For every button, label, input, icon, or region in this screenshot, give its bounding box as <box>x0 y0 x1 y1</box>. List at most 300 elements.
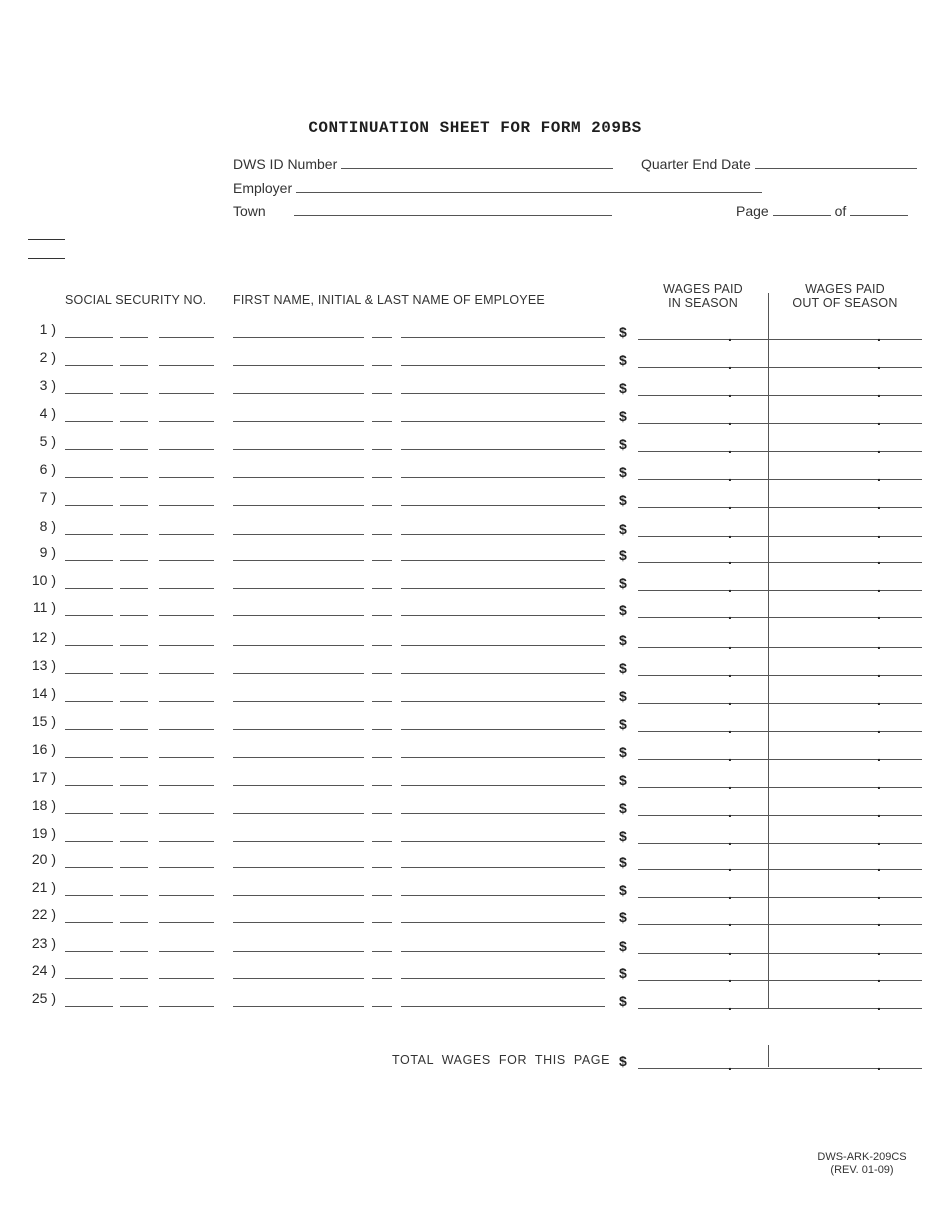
wages-out-season-input[interactable] <box>768 339 922 340</box>
first-name-input[interactable] <box>233 560 364 561</box>
ssn-group-input[interactable] <box>120 757 148 758</box>
ssn-group-input[interactable] <box>120 505 148 506</box>
table-row <box>0 377 950 405</box>
ssn-group-input[interactable] <box>120 1006 148 1007</box>
last-name-input[interactable] <box>401 867 605 868</box>
first-name-input[interactable] <box>233 978 364 979</box>
dws-id-input[interactable] <box>341 156 613 169</box>
row-number: 8 ) <box>39 518 56 534</box>
first-name-input[interactable] <box>233 505 364 506</box>
dollar-sign: $ <box>619 324 627 340</box>
ssn-group-input[interactable] <box>120 449 148 450</box>
middle-initial-input[interactable] <box>372 673 392 674</box>
total-column-divider <box>768 1045 769 1067</box>
middle-initial-input[interactable] <box>372 951 392 952</box>
page-label: Page <box>736 203 769 219</box>
wages-in-season-input[interactable] <box>638 787 768 788</box>
dws-id-field[interactable] <box>233 155 613 173</box>
ssn-group-input[interactable] <box>120 534 148 535</box>
ssn-serial-input[interactable] <box>159 895 214 896</box>
employer-label: Employer <box>233 180 293 196</box>
decimal-point: . <box>728 804 732 820</box>
decimal-point: . <box>728 384 732 400</box>
table-row <box>0 572 950 600</box>
middle-initial-input[interactable] <box>372 505 392 506</box>
row-number: 11 ) <box>32 599 56 615</box>
wages-out-season-input[interactable] <box>768 731 922 732</box>
ssn-area-input[interactable] <box>65 922 113 923</box>
wages-out-season-input[interactable] <box>768 980 922 981</box>
ssn-serial-input[interactable] <box>159 673 214 674</box>
middle-initial-input[interactable] <box>372 560 392 561</box>
ssn-serial-input[interactable] <box>159 365 214 366</box>
ssn-serial-input[interactable] <box>159 978 214 979</box>
page-number-input[interactable] <box>773 203 831 216</box>
dollar-sign: $ <box>619 909 627 925</box>
last-name-input[interactable] <box>401 337 605 338</box>
ssn-area-input[interactable] <box>65 757 113 758</box>
first-name-input[interactable] <box>233 645 364 646</box>
last-name-input[interactable] <box>401 895 605 896</box>
ssn-group-input[interactable] <box>120 951 148 952</box>
ssn-serial-input[interactable] <box>159 729 214 730</box>
table-row <box>0 321 950 349</box>
ssn-group-input[interactable] <box>120 867 148 868</box>
ssn-serial-input[interactable] <box>159 1006 214 1007</box>
first-name-input[interactable] <box>233 1006 364 1007</box>
row-number: 10 ) <box>31 572 56 588</box>
row-number: 7 ) <box>39 489 56 505</box>
decimal-point: . <box>877 720 881 736</box>
dollar-sign: $ <box>619 632 627 648</box>
dollar-sign: $ <box>619 602 627 618</box>
row-number: 16 ) <box>31 741 56 757</box>
last-name-input[interactable] <box>401 477 605 478</box>
ssn-area-input[interactable] <box>65 505 113 506</box>
decimal-point: . <box>877 692 881 708</box>
decimal-point: . <box>728 606 732 622</box>
row-number: 1 ) <box>39 321 56 337</box>
dws-id-label: DWS ID Number <box>233 156 338 172</box>
wages-out-season-input[interactable] <box>768 843 922 844</box>
ssn-area-input[interactable] <box>65 673 113 674</box>
wages-in-season-input[interactable] <box>638 759 768 760</box>
dollar-sign: $ <box>619 492 627 508</box>
first-name-input[interactable] <box>233 393 364 394</box>
decimal-point: . <box>877 804 881 820</box>
middle-initial-input[interactable] <box>372 757 392 758</box>
wages-in-season-input[interactable] <box>638 451 768 452</box>
ssn-serial-input[interactable] <box>159 922 214 923</box>
ssn-serial-input[interactable] <box>159 560 214 561</box>
middle-initial-input[interactable] <box>372 393 392 394</box>
wages-in-header-line1: WAGES PAID <box>663 282 743 296</box>
ssn-serial-input[interactable] <box>159 421 214 422</box>
wages-in-season-input[interactable] <box>638 897 768 898</box>
middle-initial-input[interactable] <box>372 449 392 450</box>
ssn-serial-input[interactable] <box>159 841 214 842</box>
last-name-input[interactable] <box>401 421 605 422</box>
ssn-serial-input[interactable] <box>159 951 214 952</box>
wages-out-season-input[interactable] <box>768 759 922 760</box>
middle-initial-input[interactable] <box>372 534 392 535</box>
wages-out-season-input[interactable] <box>768 869 922 870</box>
ssn-serial-input[interactable] <box>159 393 214 394</box>
last-name-input[interactable] <box>401 1006 605 1007</box>
ssn-serial-input[interactable] <box>159 588 214 589</box>
middle-initial-input[interactable] <box>372 922 392 923</box>
wages-in-header-line2: IN SEASON <box>668 296 738 310</box>
middle-initial-input[interactable] <box>372 588 392 589</box>
middle-initial-input[interactable] <box>372 813 392 814</box>
ssn-serial-input[interactable] <box>159 449 214 450</box>
total-wages-out-season-input[interactable] <box>768 1068 922 1069</box>
wages-in-season-input[interactable] <box>638 395 768 396</box>
middle-initial-input[interactable] <box>372 867 392 868</box>
table-row <box>0 797 950 825</box>
wages-out-season-header <box>770 282 920 310</box>
last-name-input[interactable] <box>401 978 605 979</box>
dollar-sign: $ <box>619 828 627 844</box>
middle-initial-input[interactable] <box>372 785 392 786</box>
decimal-point: . <box>728 579 732 595</box>
table-row <box>0 935 950 963</box>
last-name-input[interactable] <box>401 785 605 786</box>
decimal-point: . <box>728 913 732 929</box>
decimal-point: . <box>728 551 732 567</box>
last-name-input[interactable] <box>401 449 605 450</box>
first-name-input[interactable] <box>233 477 364 478</box>
first-name-input[interactable] <box>233 449 364 450</box>
last-name-input[interactable] <box>401 813 605 814</box>
ssn-group-input[interactable] <box>120 421 148 422</box>
table-row <box>0 769 950 797</box>
row-number: 13 ) <box>31 657 56 673</box>
first-name-input[interactable] <box>233 534 364 535</box>
first-name-input[interactable] <box>233 365 364 366</box>
ssn-area-input[interactable] <box>65 951 113 952</box>
first-name-input[interactable] <box>233 867 364 868</box>
dollar-sign: $ <box>619 938 627 954</box>
row-number: 4 ) <box>39 405 56 421</box>
wages-out-season-input[interactable] <box>768 815 922 816</box>
ssn-group-input[interactable] <box>120 337 148 338</box>
form-title: CONTINUATION SHEET FOR FORM 209BS <box>308 119 642 137</box>
last-name-input[interactable] <box>401 560 605 561</box>
ssn-area-input[interactable] <box>65 534 113 535</box>
dollar-sign: $ <box>619 575 627 591</box>
middle-initial-input[interactable] <box>372 477 392 478</box>
total-wages-in-season-input[interactable] <box>638 1068 768 1069</box>
ssn-serial-input[interactable] <box>159 645 214 646</box>
row-number: 5 ) <box>39 433 56 449</box>
wages-in-season-input[interactable] <box>638 815 768 816</box>
ssn-serial-input[interactable] <box>159 534 214 535</box>
dollar-sign: $ <box>619 716 627 732</box>
wages-in-season-input[interactable] <box>638 423 768 424</box>
ssn-serial-input[interactable] <box>159 337 214 338</box>
town-label: Town <box>233 203 266 219</box>
last-name-input[interactable] <box>401 951 605 952</box>
ssn-group-input[interactable] <box>120 785 148 786</box>
first-name-input[interactable] <box>233 841 364 842</box>
last-name-input[interactable] <box>401 393 605 394</box>
form-revision: (REV. 01-09) <box>830 1164 894 1176</box>
first-name-input[interactable] <box>233 701 364 702</box>
wages-in-season-input[interactable] <box>638 675 768 676</box>
wages-out-season-input[interactable] <box>768 953 922 954</box>
ssn-serial-input[interactable] <box>159 785 214 786</box>
first-name-input[interactable] <box>233 729 364 730</box>
dollar-sign: $ <box>619 772 627 788</box>
ssn-serial-input[interactable] <box>159 615 214 616</box>
wages-in-season-input[interactable] <box>638 590 768 591</box>
of-label: of <box>834 203 847 219</box>
ssn-area-input[interactable] <box>65 615 113 616</box>
last-name-input[interactable] <box>401 673 605 674</box>
decimal-point: . <box>877 579 881 595</box>
ssn-area-input[interactable] <box>65 421 113 422</box>
ssn-serial-input[interactable] <box>159 867 214 868</box>
wages-in-season-input[interactable] <box>638 731 768 732</box>
wages-out-season-input[interactable] <box>768 507 922 508</box>
middle-initial-input[interactable] <box>372 615 392 616</box>
first-name-input[interactable] <box>233 615 364 616</box>
row-number: 14 ) <box>31 685 56 701</box>
ssn-group-input[interactable] <box>120 365 148 366</box>
last-name-input[interactable] <box>401 365 605 366</box>
ssn-serial-input[interactable] <box>159 813 214 814</box>
middle-initial-input[interactable] <box>372 337 392 338</box>
decimal-point: . <box>728 328 732 344</box>
total-dollar-sign: $ <box>619 1053 627 1069</box>
wages-in-season-input[interactable] <box>638 647 768 648</box>
quarter-end-input[interactable] <box>755 156 917 169</box>
wages-out-season-input[interactable] <box>768 924 922 925</box>
employer-input[interactable] <box>296 180 762 193</box>
middle-initial-input[interactable] <box>372 365 392 366</box>
wages-out-season-input[interactable] <box>768 395 922 396</box>
decimal-point: . <box>728 440 732 456</box>
ssn-group-input[interactable] <box>120 560 148 561</box>
quarter-end-field[interactable] <box>641 155 917 173</box>
decimal-point: . <box>877 969 881 985</box>
middle-initial-input[interactable] <box>372 978 392 979</box>
ssn-area-input[interactable] <box>65 588 113 589</box>
last-name-input[interactable] <box>401 505 605 506</box>
last-name-input[interactable] <box>401 615 605 616</box>
ssn-group-input[interactable] <box>120 673 148 674</box>
ssn-group-input[interactable] <box>120 978 148 979</box>
ssn-area-input[interactable] <box>65 701 113 702</box>
dollar-sign: $ <box>619 800 627 816</box>
decimal-point: . <box>877 356 881 372</box>
last-name-input[interactable] <box>401 701 605 702</box>
wages-out-season-input[interactable] <box>768 617 922 618</box>
row-number: 18 ) <box>31 797 56 813</box>
ssn-serial-input[interactable] <box>159 477 214 478</box>
wages-in-season-input[interactable] <box>638 367 768 368</box>
ssn-group-input[interactable] <box>120 813 148 814</box>
ssn-group-input[interactable] <box>120 615 148 616</box>
page-total-input[interactable] <box>850 203 908 216</box>
dollar-sign: $ <box>619 744 627 760</box>
first-name-input[interactable] <box>233 895 364 896</box>
wages-in-season-input[interactable] <box>638 843 768 844</box>
form-number-code: DWS-ARK-209CS <box>817 1151 907 1163</box>
wages-out-season-input[interactable] <box>768 787 922 788</box>
ssn-serial-input[interactable] <box>159 701 214 702</box>
ssn-serial-input[interactable] <box>159 757 214 758</box>
last-name-input[interactable] <box>401 757 605 758</box>
first-name-input[interactable] <box>233 813 364 814</box>
decimal-point: . <box>728 692 732 708</box>
wages-in-season-input[interactable] <box>638 617 768 618</box>
dollar-sign: $ <box>619 965 627 981</box>
row-number: 21 ) <box>31 879 56 895</box>
first-name-input[interactable] <box>233 785 364 786</box>
middle-initial-input[interactable] <box>372 841 392 842</box>
middle-initial-input[interactable] <box>372 729 392 730</box>
ssn-group-input[interactable] <box>120 645 148 646</box>
dollar-sign: $ <box>619 436 627 452</box>
ssn-area-input[interactable] <box>65 560 113 561</box>
first-name-input[interactable] <box>233 951 364 952</box>
decimal-point: . <box>728 496 732 512</box>
table-row <box>0 962 950 990</box>
decimal-point: . <box>877 412 881 428</box>
wages-out-season-input[interactable] <box>768 590 922 591</box>
first-name-input[interactable] <box>233 673 364 674</box>
page-field[interactable] <box>736 202 908 220</box>
first-name-input[interactable] <box>233 757 364 758</box>
last-name-input[interactable] <box>401 841 605 842</box>
ssn-area-input[interactable] <box>65 393 113 394</box>
ssn-group-input[interactable] <box>120 922 148 923</box>
wages-in-season-input[interactable] <box>638 479 768 480</box>
middle-initial-input[interactable] <box>372 701 392 702</box>
first-name-input[interactable] <box>233 922 364 923</box>
ssn-area-input[interactable] <box>65 477 113 478</box>
ssn-area-input[interactable] <box>65 1006 113 1007</box>
decimal-point: . <box>728 997 732 1013</box>
wages-in-season-input[interactable] <box>638 339 768 340</box>
wages-in-season-input[interactable] <box>638 924 768 925</box>
wages-out-season-input[interactable] <box>768 1008 922 1009</box>
wages-out-season-input[interactable] <box>768 562 922 563</box>
town-field[interactable] <box>233 202 612 220</box>
ssn-area-input[interactable] <box>65 867 113 868</box>
ssn-group-input[interactable] <box>120 895 148 896</box>
wages-out-season-input[interactable] <box>768 897 922 898</box>
dollar-sign: $ <box>619 660 627 676</box>
wages-out-season-input[interactable] <box>768 479 922 480</box>
wages-out-season-input[interactable] <box>768 451 922 452</box>
last-name-input[interactable] <box>401 922 605 923</box>
decimal-point: . <box>877 496 881 512</box>
decimal-point: . <box>728 525 732 541</box>
first-name-input[interactable] <box>233 421 364 422</box>
wages-in-season-input[interactable] <box>638 953 768 954</box>
ssn-area-input[interactable] <box>65 729 113 730</box>
decimal-point: . <box>877 440 881 456</box>
ssn-group-input[interactable] <box>120 701 148 702</box>
table-row <box>0 405 950 433</box>
ssn-serial-input[interactable] <box>159 505 214 506</box>
decimal-point: . <box>728 832 732 848</box>
wages-out-season-input[interactable] <box>768 367 922 368</box>
ssn-area-input[interactable] <box>65 645 113 646</box>
wages-in-season-input[interactable] <box>638 562 768 563</box>
total-wages-label: TOTAL WAGES FOR THIS PAGE <box>392 1053 611 1067</box>
dollar-sign: $ <box>619 464 627 480</box>
last-name-input[interactable] <box>401 588 605 589</box>
ssn-area-input[interactable] <box>65 337 113 338</box>
middle-initial-input[interactable] <box>372 421 392 422</box>
last-name-input[interactable] <box>401 645 605 646</box>
ssn-group-input[interactable] <box>120 477 148 478</box>
first-name-input[interactable] <box>233 588 364 589</box>
wages-out-season-input[interactable] <box>768 703 922 704</box>
table-row <box>0 629 950 657</box>
wages-in-season-input[interactable] <box>638 507 768 508</box>
town-input[interactable] <box>294 203 612 216</box>
wages-out-season-input[interactable] <box>768 423 922 424</box>
dollar-sign: $ <box>619 380 627 396</box>
decimal-point: . <box>728 886 732 902</box>
ssn-group-input[interactable] <box>120 588 148 589</box>
last-name-input[interactable] <box>401 534 605 535</box>
middle-initial-input[interactable] <box>372 1006 392 1007</box>
ssn-area-input[interactable] <box>65 978 113 979</box>
ssn-group-input[interactable] <box>120 841 148 842</box>
decimal-point: . <box>877 384 881 400</box>
wages-in-season-input[interactable] <box>638 536 768 537</box>
ssn-area-input[interactable] <box>65 813 113 814</box>
wages-out-season-input[interactable] <box>768 675 922 676</box>
middle-initial-input[interactable] <box>372 645 392 646</box>
decimal-point: . <box>877 886 881 902</box>
wages-out-season-input[interactable] <box>768 536 922 537</box>
row-number: 2 ) <box>39 349 56 365</box>
ssn-area-input[interactable] <box>65 785 113 786</box>
decimal-point: . <box>877 913 881 929</box>
employer-field[interactable] <box>233 179 762 197</box>
table-row <box>0 657 950 685</box>
ssn-area-input[interactable] <box>65 841 113 842</box>
decimal-point: . <box>728 468 732 484</box>
decimal-point: . <box>877 328 881 344</box>
decimal-point: . <box>877 776 881 792</box>
ssn-area-input[interactable] <box>65 449 113 450</box>
wages-in-season-input[interactable] <box>638 703 768 704</box>
total-decimal-point: . <box>877 1057 881 1073</box>
first-name-input[interactable] <box>233 337 364 338</box>
wages-in-season-input[interactable] <box>638 1008 768 1009</box>
row-number: 12 ) <box>31 629 56 645</box>
wages-out-season-input[interactable] <box>768 647 922 648</box>
last-name-input[interactable] <box>401 729 605 730</box>
dollar-sign: $ <box>619 521 627 537</box>
wages-in-season-input[interactable] <box>638 980 768 981</box>
decimal-point: . <box>877 606 881 622</box>
middle-initial-input[interactable] <box>372 895 392 896</box>
ssn-area-input[interactable] <box>65 365 113 366</box>
ssn-group-input[interactable] <box>120 393 148 394</box>
ssn-area-input[interactable] <box>65 895 113 896</box>
wages-in-season-input[interactable] <box>638 869 768 870</box>
ssn-group-input[interactable] <box>120 729 148 730</box>
